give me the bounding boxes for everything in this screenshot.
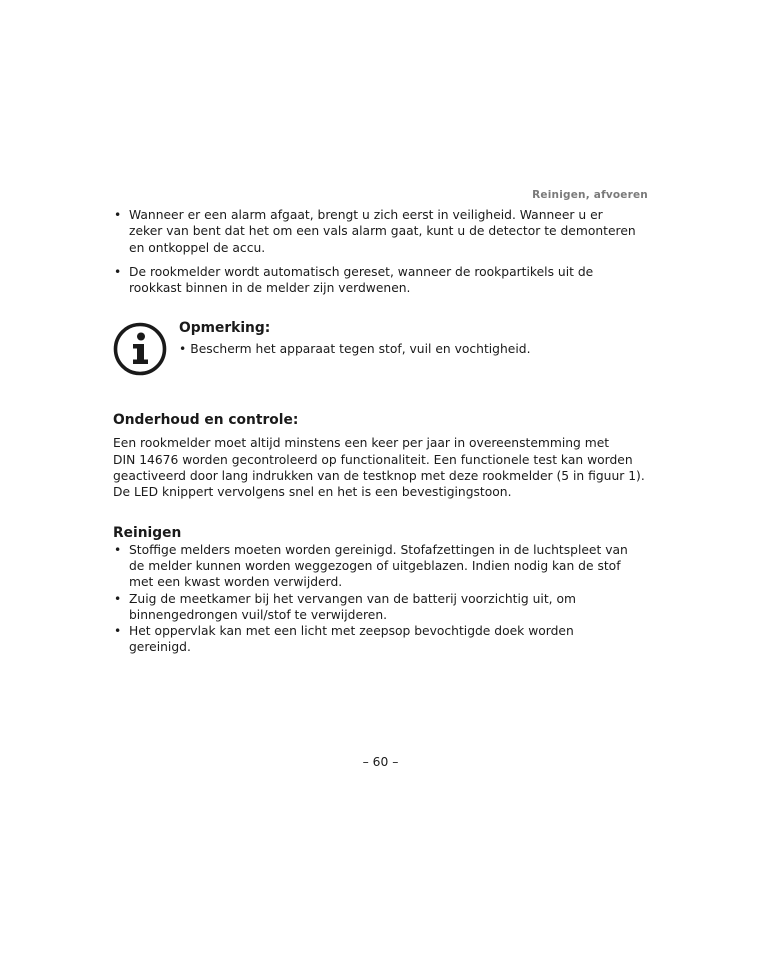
note-body [179,319,530,357]
maintenance-heading: Onderhoud en controle: [113,412,299,429]
text-line: DIN 14676 worden gecontroleerd op functionaliteit. Een functionele test kan worden [113,452,633,467]
list-item [113,264,653,297]
list-item [113,591,653,624]
intro-list [113,207,653,296]
text-line: Een rookmelder moet altijd minstens een keer per jaar in overeenstemming met [113,436,610,451]
bullet: • [179,342,187,357]
note-item [179,341,530,357]
text-line: gereinigd. [129,640,191,655]
page-number: – 60 – [362,755,399,769]
text-line: Het oppervlak kan met een licht met zeepsop bevochtigde doek worden [129,624,574,639]
list-item [113,207,653,256]
text-line: Wanneer er een alarm afgaat, brengt u zich eerst in veiligheid. Wanneer u er [129,208,603,222]
text-line: met een kwast worden verwijderd. [129,575,343,590]
maintenance-paragraph [113,435,653,500]
text-line: en ontkoppel de accu. [129,240,266,255]
bullet: • [114,591,122,606]
text-line: de melder kunnen worden weggezogen of uitgeblazen. Indien nodig kan de stof [129,558,621,573]
bullet: • [114,264,122,279]
cleaning-heading: Reinigen [113,524,182,541]
list-item [113,542,653,591]
page-content [113,207,653,656]
text-line: rookkast binnen in de melder zijn verdwenen. [129,281,411,296]
text-line: binnengedrongen vuil/stof te verwijderen. [129,607,388,622]
text-line: Zuig de meetkamer bij het vervangen van de batterij voorzichtig uit, om [129,591,576,606]
note-text: Bescherm het apparaat tegen stof, vuil en vochtigheid. [190,342,531,357]
list-item [113,623,653,656]
running-header: Reinigen, afvoeren [532,189,648,201]
text-line: Stoffige melders moeten worden gereinigd. Stofafzettingen in de luchtspleet van [129,542,628,557]
text-line: De LED knippert vervolgens snel en het is een bevestigingstoon. [113,485,512,500]
text-line: zeker van bent dat het om een vals alarm gaat, kunt u de detector te demonteren [129,224,636,239]
text-line: geactiveerd door lang indrukken van de testknop met deze rookmelder (5 in figuur 1). [113,469,645,484]
bullet: • [114,624,122,639]
cleaning-list [113,542,653,656]
text-line: De rookmelder wordt automatisch gereset, wanneer de rookpartikels uit de [129,264,594,279]
bullet: • [114,208,122,222]
note-title: Opmerking: [179,320,271,337]
info-icon [113,322,167,376]
note-box [113,319,653,379]
bullet: • [114,542,122,557]
